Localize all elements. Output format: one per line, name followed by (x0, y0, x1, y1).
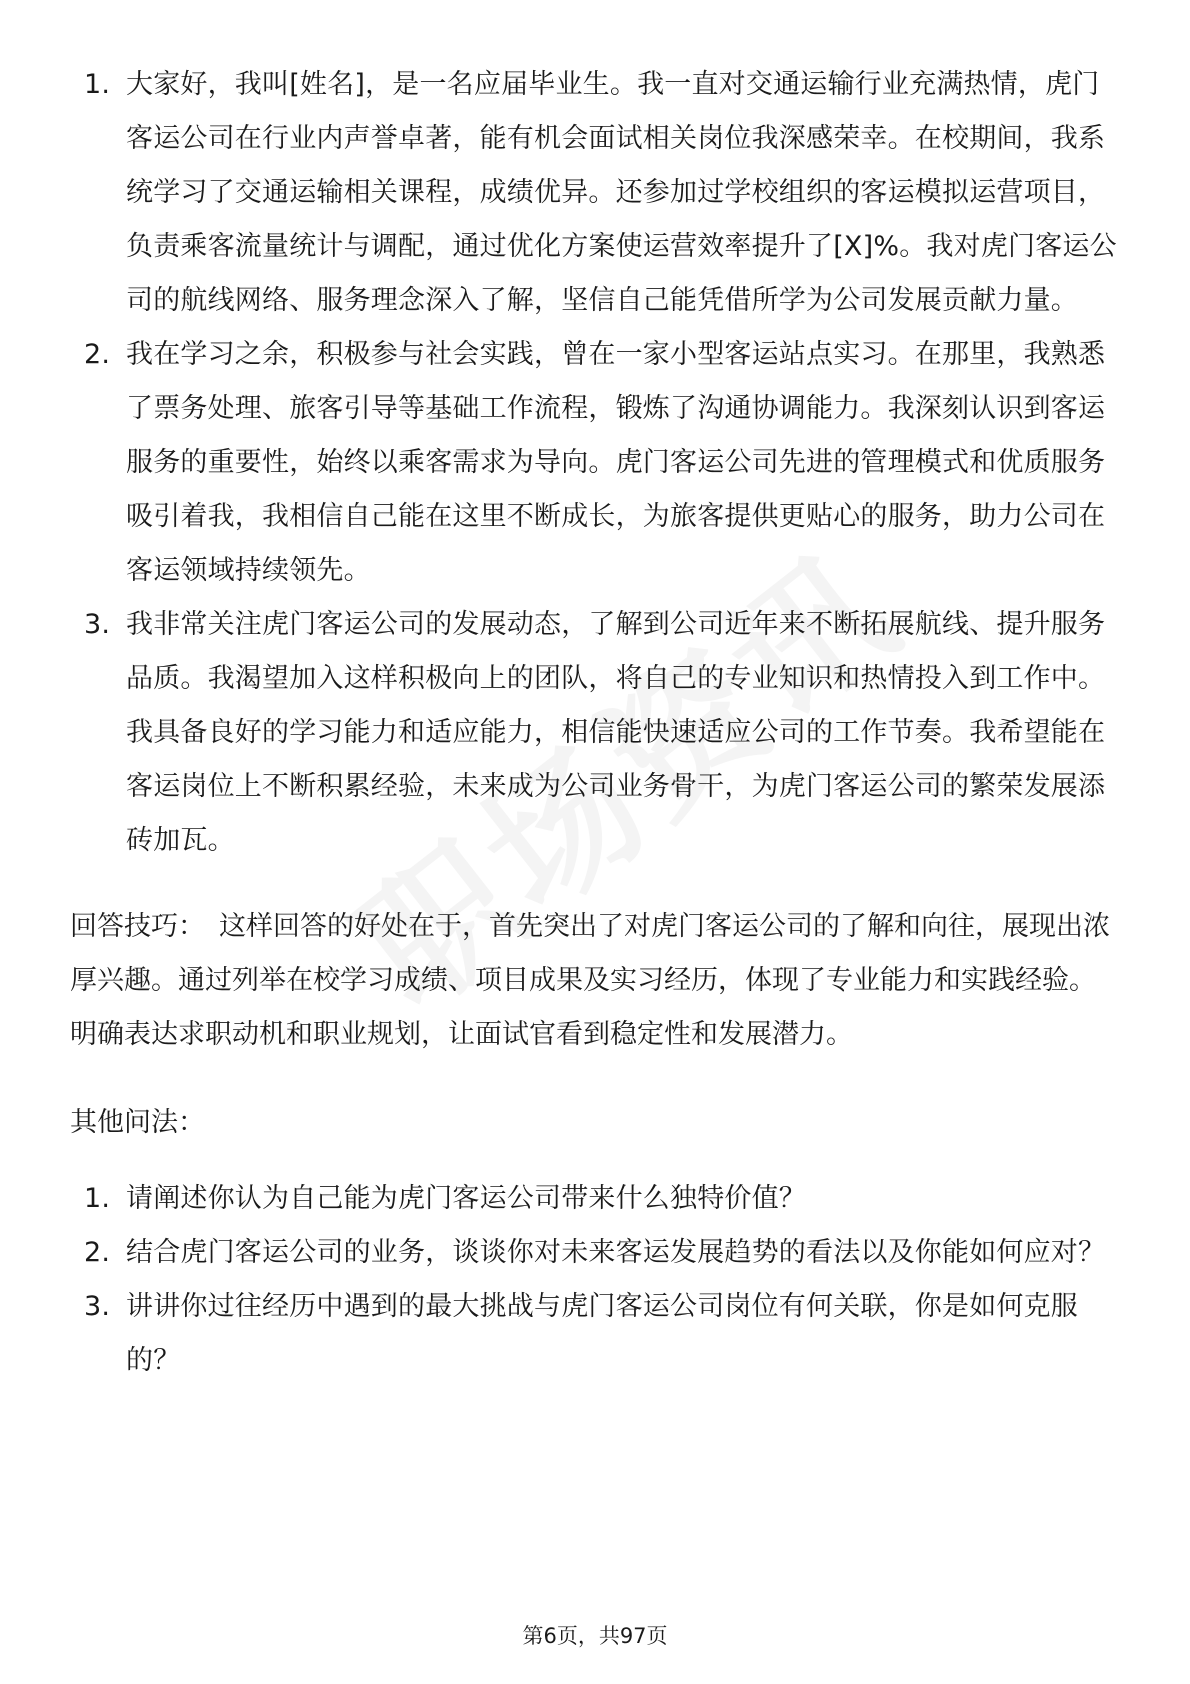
list-number: 2. (84, 339, 111, 370)
list-item-text: 我非常关注虎门客运公司的发展动态，了解到公司近年来不断拓展航线、提升服务品质。我渴望加入这样积极向上的团队，将自己的专业知识和热情投入到工作中。我具备良好的学习能力和适应能力，相信能快速适应公司的工作节奏。我希望能在客运岗位上不断积累经验，未来成为公司业务骨干，为虎门客运公司的繁荣发展添砖加瓦。 (126, 609, 1106, 856)
list-item (70, 1280, 1120, 1388)
list-number: 3. (84, 1291, 111, 1322)
tips-text: 这样回答的好处在于，首先突出了对虎门客运公司的了解和向往，展现出浓厚兴趣。通过列举在校学习成绩、项目成果及实习经历，体现了专业能力和实践经验。明确表达求职动机和职业规划，让面试官看到稳定性和发展潜力。 (70, 911, 1110, 1050)
list-item-text: 大家好，我叫[姓名]，是一名应届毕业生。我一直对交通运输行业充满热情，虎门客运公司在行业内声誉卓著，能有机会面试相关岗位我深感荣幸。在校期间，我系统学习了交通运输相关课程，成绩优异。还参加过学校组织的客运模拟运营项目，负责乘客流量统计与调配，通过优化方案使运营效率提升了[X]%。我对虎门客运公司的航线网络、服务理念深入了解，坚信自己能凭借所学为公司发展贡献力量。 (126, 69, 1117, 316)
list-item (70, 1172, 1120, 1226)
other-questions-title: 其他问法： (70, 1107, 205, 1138)
list-item-text: 结合虎门客运公司的业务，谈谈你对未来客运发展趋势的看法以及你能如何应对？ (126, 1237, 1106, 1268)
list-item (70, 58, 1120, 328)
page-footer: 第6页，共97页 (522, 1624, 668, 1648)
list-item-text: 讲讲你过往经历中遇到的最大挑战与虎门客运公司岗位有何关联，你是如何克服的？ (126, 1291, 1078, 1376)
answer-list (70, 58, 1120, 868)
list-number: 1. (84, 1183, 111, 1214)
list-number: 2. (84, 1237, 111, 1268)
list-item (70, 1226, 1120, 1280)
list-number: 3. (84, 609, 111, 640)
list-item (70, 328, 1120, 598)
list-item-text: 请阐述你认为自己能为虎门客运公司带来什么独特价值？ (126, 1183, 806, 1214)
list-item-text: 我在学习之余，积极参与社会实践，曾在一家小型客运站点实习。在那里，我熟悉了票务处理、旅客引导等基础工作流程，锻炼了沟通协调能力。我深刻认识到客运服务的重要性，始终以乘客需求为导向。虎门客运公司先进的管理模式和优质服务吸引着我，我相信自己能在这里不断成长，为旅客提供更贴心的服务，助力公司在客运领域持续领先。 (126, 339, 1106, 586)
answer-tips (70, 900, 1120, 1062)
other-questions-list (70, 1172, 1120, 1388)
list-number: 1. (84, 69, 111, 100)
list-item (70, 598, 1120, 868)
document-body (70, 58, 1120, 1388)
tips-label: 回答技巧： (70, 911, 205, 942)
